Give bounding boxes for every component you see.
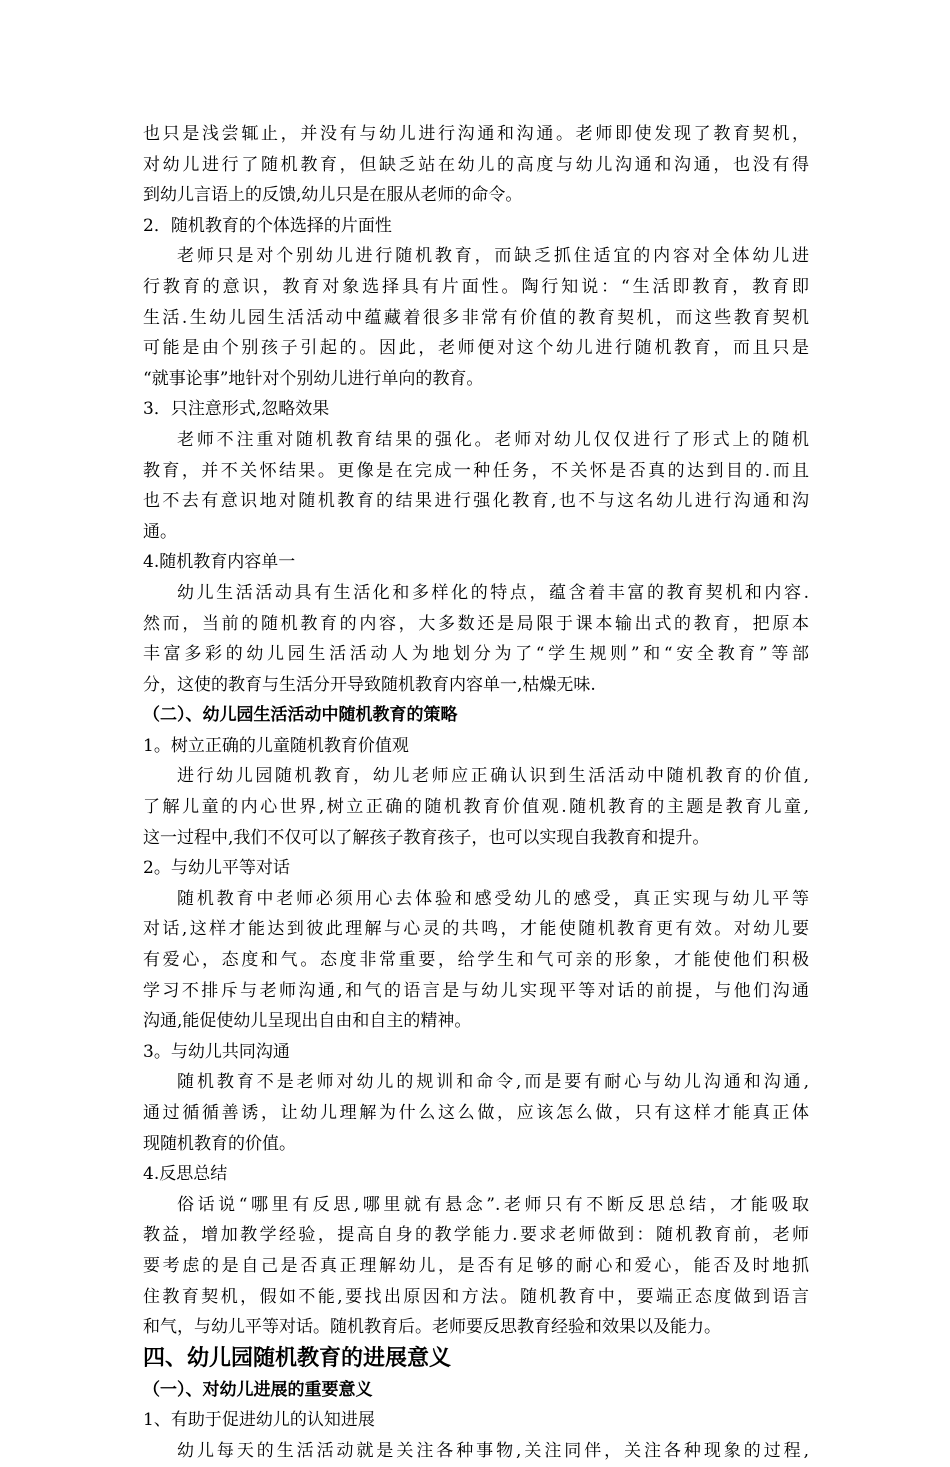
body-text-line: 通过循循善诱，让幼儿理解为什么这么做，应该怎么做，只有这样才能真正体 [143,1103,809,1123]
body-text-line: 学习不排斥与老师沟通,和气的语言是与幼儿实现平等对话的前提，与他们沟通 [143,980,809,1001]
body-text-line: 丰富多彩的幼儿园生活活动人为地划分为了“学生规则”和“安全教育”等部 [143,644,809,665]
body-text-line: “就事论事”地针对个别幼儿进行单向的教育。 [143,368,484,389]
body-text-line: 也只是浅尝辄止，并没有与幼儿进行沟通和沟通。老师即使发现了教育契机， [143,124,809,144]
section-heading: 四、幼儿园随机教育的进展意义 [143,1345,452,1371]
body-text-line: 然而，当前的随机教育的内容，大多数还是局限于课本输出式的教育，把原本 [143,613,809,634]
body-text-line: 教益，增加教学经验，提高自身的教学能力.要求老师做到：随机教育前，老师 [143,1225,809,1246]
body-text-line: 这一过程中,我们不仅可以了解孩子教育孩子，也可以实现自我教育和提升。 [143,827,710,848]
body-text-line: 可能是由个别孩子引起的。因此，老师便对这个幼儿进行随机教育，而且只是 [143,338,809,359]
body-text-line: 随机教育中老师必须用心去体验和感受幼儿的感受，真正实现与幼儿平等 [177,888,809,909]
body-text-line: 3．只注意形式,忽略效果 [143,399,330,420]
body-text-line: 随机教育不是老师对幼儿的规训和命令,而是要有耐心与幼儿沟通和沟通, [177,1072,809,1093]
body-text-line: 对话,这样才能达到彼此理解与心灵的共鸣，才能使随机教育更有效。对幼儿要 [143,919,809,940]
body-text-line: 行教育的意识，教育对象选择具有片面性。陶行知说：“生活即教育，教育即 [143,276,809,297]
body-text-line: 3。与幼儿共同沟通 [143,1041,290,1062]
body-text-line: 1。树立正确的儿童随机教育价值观 [143,735,409,756]
body-text-line: 和气，与幼儿平等对话。随机教育后。老师要反思教育经验和效果以及能力。 [143,1317,721,1338]
body-text-line: 分，这使的教育与生活分开导致随机教育内容单一,枯燥无味. [143,674,596,695]
body-text-line: 有爱心，态度和气。态度非常重要，给学生和气可亲的形象，才能使他们积极 [143,950,809,971]
subsection-heading: （二）、幼儿园生活活动中随机教育的策略 [143,705,458,726]
body-text-line: 了解儿童的内心世界,树立正确的随机教育价值观.随机教育的主题是教育儿童, [143,797,809,818]
body-text-line: 沟通,能促使幼儿呈现出自由和自主的精神。 [143,1011,472,1032]
body-text-line: 1、有助于促进幼儿的认知进展 [143,1410,375,1431]
body-text-line: 老师不注重对随机教育结果的强化。老师对幼儿仅仅进行了形式上的随机 [177,429,809,450]
body-text-line: 老师只是对个别幼儿进行随机教育，而缺乏抓住适宜的内容对全体幼儿进 [177,246,809,267]
subsection-heading: （一）、对幼儿进展的重要意义 [143,1379,373,1400]
body-text-line: 幼儿每天的生活活动就是关注各种事物,关注同伴，关注各种现象的过程, [177,1440,809,1461]
body-text-line: 2．随机教育的个体选择的片面性 [143,215,392,236]
body-text-line: 住教育契机，假如不能,要找出原因和方法。随机教育中，要端正态度做到语言 [143,1286,809,1307]
body-text-line: 2。与幼儿平等对话 [143,858,290,879]
body-text-line: 现随机教育的价值。 [143,1133,296,1154]
body-text-line: 对幼儿进行了随机教育，但缺乏站在幼儿的高度与幼儿沟通和沟通，也没有得 [143,154,809,175]
body-text-line: 通。 [143,521,177,542]
body-text-line: 俗话说“哪里有反思,哪里就有悬念”.老师只有不断反思总结，才能吸取 [177,1194,809,1215]
body-text-line: 进行幼儿园随机教育，幼儿老师应正确认识到生活活动中随机教育的价值, [177,766,809,787]
body-text-line: 生活.生幼儿园生活活动中蕴藏着很多非常有价值的教育契机，而这些教育契机 [143,307,809,328]
body-text-line: 教育，并不关怀结果。更像是在完成一种任务，不关怀是否真的达到目的.而且 [143,460,809,481]
body-text-line: 到幼儿言语上的反馈,幼儿只是在服从老师的命令。 [143,185,523,206]
document-page [143,119,809,1467]
body-text-line: 4.随机教育内容单一 [143,552,296,573]
body-text-line: 要考虑的是自己是否真正理解幼儿，是否有足够的耐心和爱心，能否及时地抓 [143,1255,809,1276]
body-text-line: 也不去有意识地对随机教育的结果进行强化教育,也不与这名幼儿进行沟通和沟 [143,491,809,512]
body-text-line: 幼儿生活活动具有生活化和多样化的特点，蕴含着丰富的教育契机和内容. [177,582,809,603]
body-text-line: 4.反思总结 [143,1164,228,1185]
